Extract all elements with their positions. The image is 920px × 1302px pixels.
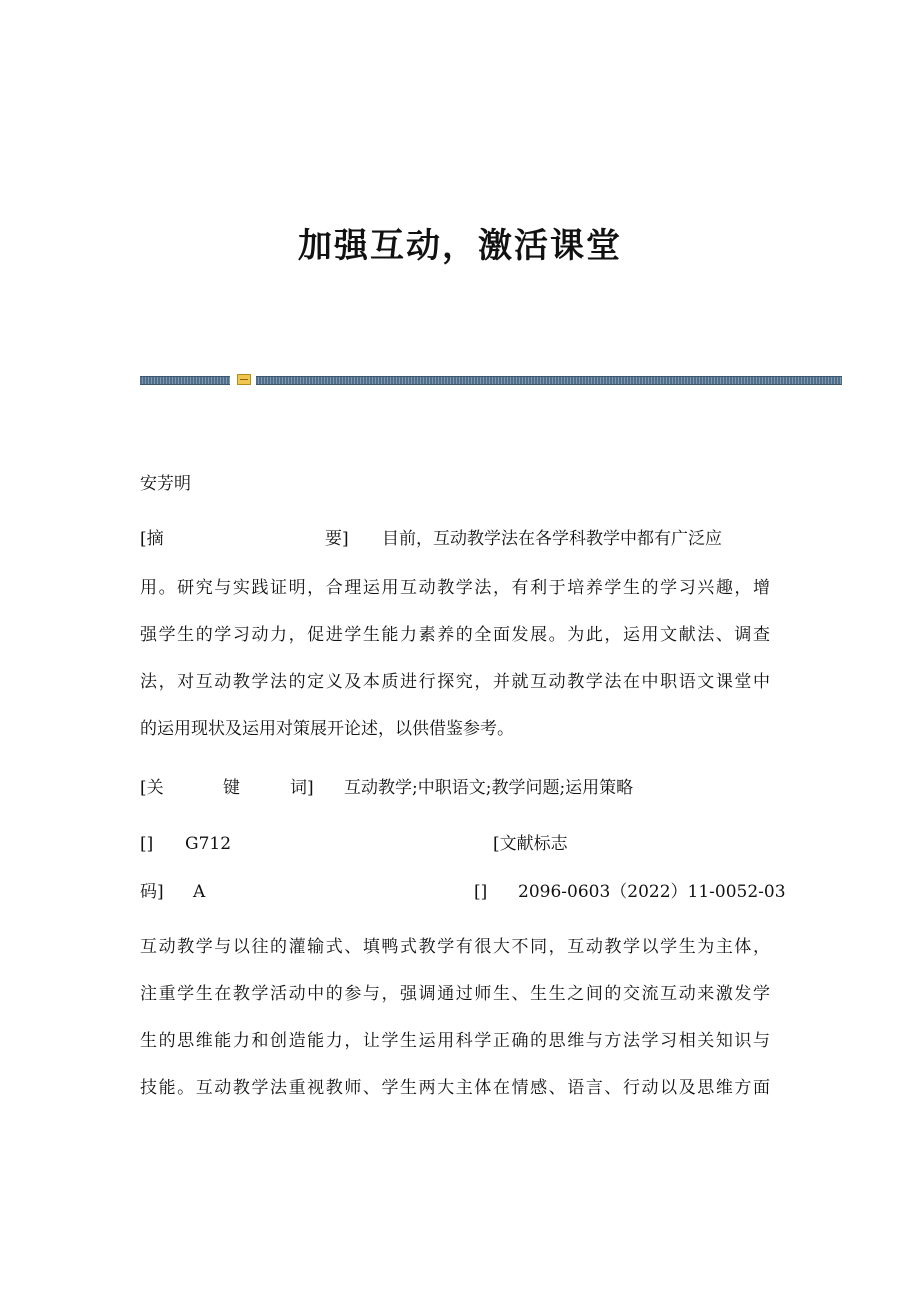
author-name: 安芳明: [140, 474, 191, 494]
abstract-body: [140, 578, 770, 766]
decorative-divider: [140, 374, 842, 386]
body-line: 互动教学与以往的灌输式、填鸭式教学有很大不同，互动教学以学生为主体，: [140, 937, 770, 957]
keywords-label-3: 词]: [290, 778, 314, 798]
abstract-line: 强学生的学习动力，促进学生能力素养的全面发展。为此，运用文献法、调查: [140, 625, 770, 645]
article-bracket: []: [474, 882, 488, 902]
divider-ornament-icon: [237, 374, 251, 385]
body-line: 技能。互动教学法重视教师、学生两大主体在情感、语言、行动以及思维方面: [140, 1078, 770, 1098]
body-line: 生的思维能力和创造能力，让学生运用科学正确的思维与方法学习相关知识与: [140, 1031, 770, 1051]
body-paragraph: [140, 937, 770, 1125]
abstract-label-close: 要]: [325, 529, 349, 549]
abstract-line: 法，对互动教学法的定义及本质进行探究，并就互动教学法在中职语文课堂中: [140, 672, 770, 692]
article-number: 2096-0603（2022）11-0052-03: [518, 882, 786, 902]
classification-code: G712: [185, 834, 232, 854]
document-label-end: 码]: [140, 882, 164, 902]
abstract-line: 的运用现状及运用对策展开论述，以供借鉴参考。: [140, 719, 514, 739]
document-label: [文献标志: [493, 834, 568, 854]
classification-bracket: []: [140, 834, 154, 854]
divider-bar-right: [256, 376, 842, 385]
divider-bar-left: [140, 376, 230, 385]
keywords-label-2: 键: [223, 778, 240, 798]
abstract-line: 用。研究与实践证明，合理运用互动教学法，有利于培养学生的学习兴趣，增: [140, 578, 770, 598]
keywords-value: 互动教学;中职语文;教学问题;运用策略: [344, 778, 634, 798]
abstract-label-open: [摘: [140, 529, 164, 549]
document-title: 加强互动，激活课堂: [298, 226, 622, 266]
keywords-label-1: [关: [140, 778, 164, 798]
abstract-line: 目前，互动教学法在各学科教学中都有广泛应: [382, 529, 722, 549]
body-line: 注重学生在教学活动中的参与，强调通过师生、生生之间的交流互动来激发学: [140, 984, 770, 1004]
document-code: A: [193, 882, 206, 902]
